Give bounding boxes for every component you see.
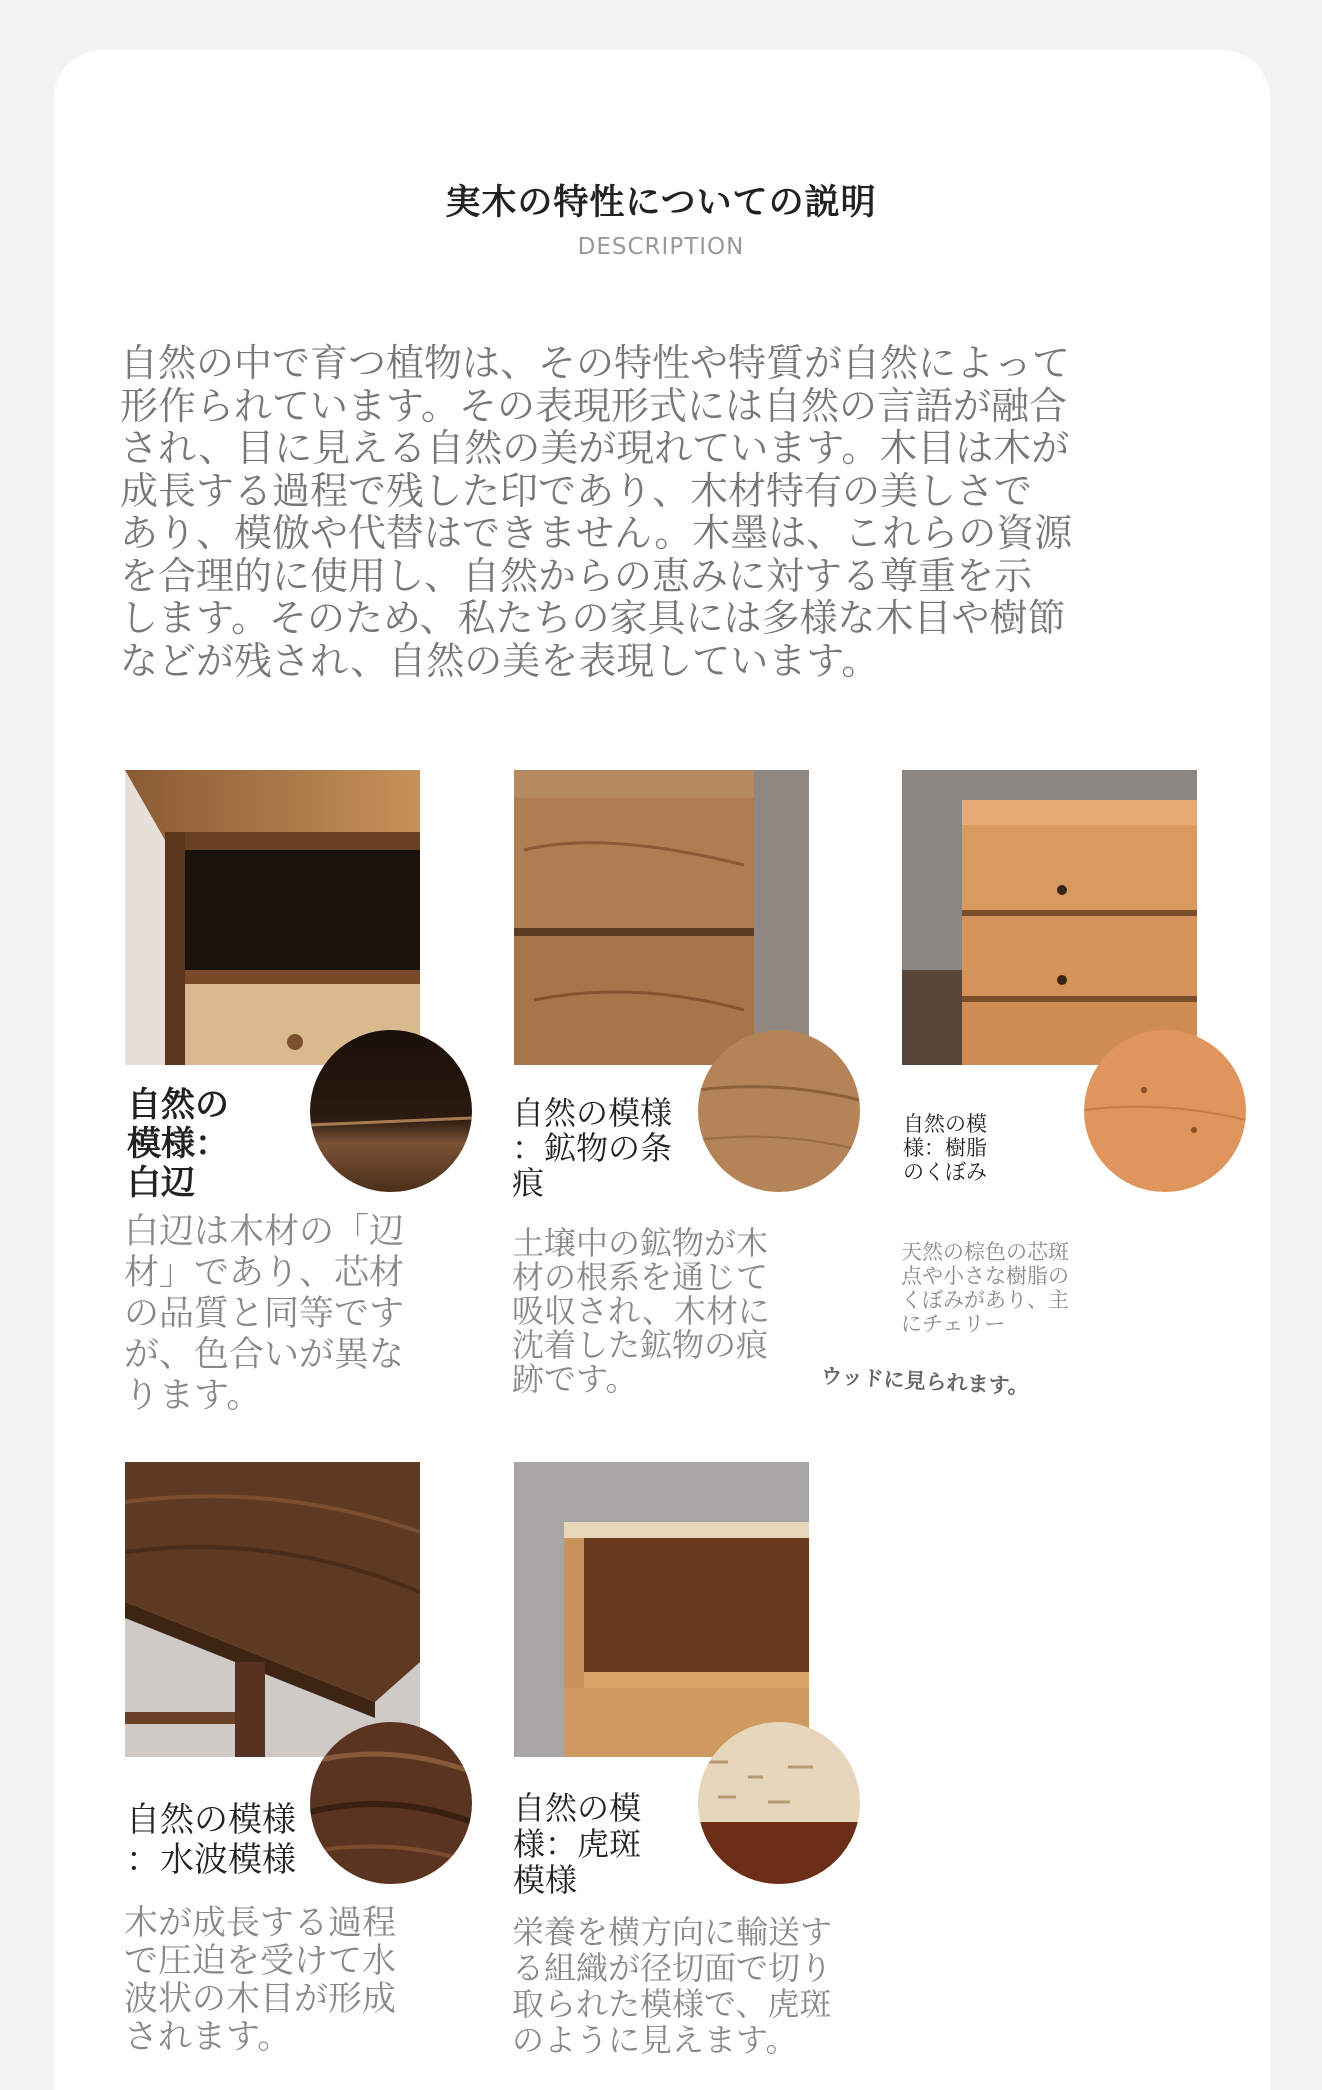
item-swatch-mineral-streak: [698, 1030, 860, 1192]
item-label-sapwood: 自然の 模様： 白辺: [127, 1085, 229, 1203]
item-desc-tiger-stripe: 栄養を横方向に輸送す る組織が径切面で切り 取られた模様で、虎斑 のように見えます。: [512, 1913, 833, 2059]
item-label-wave-grain: 自然の模様 ：水波模様: [126, 1800, 296, 1880]
item-photo-wave-grain: [125, 1462, 420, 1757]
item-desc-sapwood: 白辺は木材の「辺 材」であり、芯材 の品質と同等です が、色合いが異な ります。: [124, 1212, 405, 1416]
item-desc-resin-pocket-overflow: ウッドに見られます。: [820, 1363, 1030, 1399]
item-label-tiger-stripe: 自然の模 様：虎斑 模様: [513, 1789, 642, 1899]
item-desc-resin-pocket: 天然の棕色の芯斑 点や小さな樹脂の くぼみがあり、主 にチェリー: [901, 1240, 1069, 1336]
item-photo-sapwood: [125, 770, 420, 1065]
item-photo-mineral-streak: [514, 770, 809, 1065]
item-swatch-tiger-stripe: [698, 1722, 860, 1884]
item-swatch-resin-pocket: [1084, 1030, 1246, 1192]
item-label-resin-pocket: 自然の模 様：樹脂 のくぼみ: [903, 1112, 987, 1184]
item-swatch-wave-grain: [310, 1722, 472, 1884]
intro-paragraph: 自然の中で育つ植物は、その特性や特質が自然によって 形作られています。その表現形式には自然の言語が融合 され、目に見える自然の美が現れています。木目は木が 成長する過程で残した印であり、木材特有の美しさで あり、模倣や代替はできません。木墨は、これらの資源 を合理的に使用し、自然からの恵みに対する尊重を示 します。そのため、私たちの家具には多様な木目や樹節 などが残され、自然の美を表現しています。: [120, 341, 1073, 683]
item-swatch-sapwood: [310, 1030, 472, 1192]
item-photo-tiger-stripe: [514, 1462, 809, 1757]
item-label-mineral-streak: 自然の模様 ：鉱物の条 痕: [512, 1094, 673, 1202]
item-desc-mineral-streak: 土壌中の鉱物が木 材の根系を通じて 吸収され、木材に 沈着した鉱物の痕 跡です。: [512, 1224, 770, 1398]
page-subtitle: DESCRIPTION: [577, 234, 745, 260]
page-title: 実木の特性についての説明: [445, 183, 877, 223]
item-photo-resin-pocket: [902, 770, 1197, 1065]
item-desc-wave-grain: 木が成長する過程 で圧迫を受けて水 波状の木目が形成 されます。: [124, 1903, 396, 2057]
